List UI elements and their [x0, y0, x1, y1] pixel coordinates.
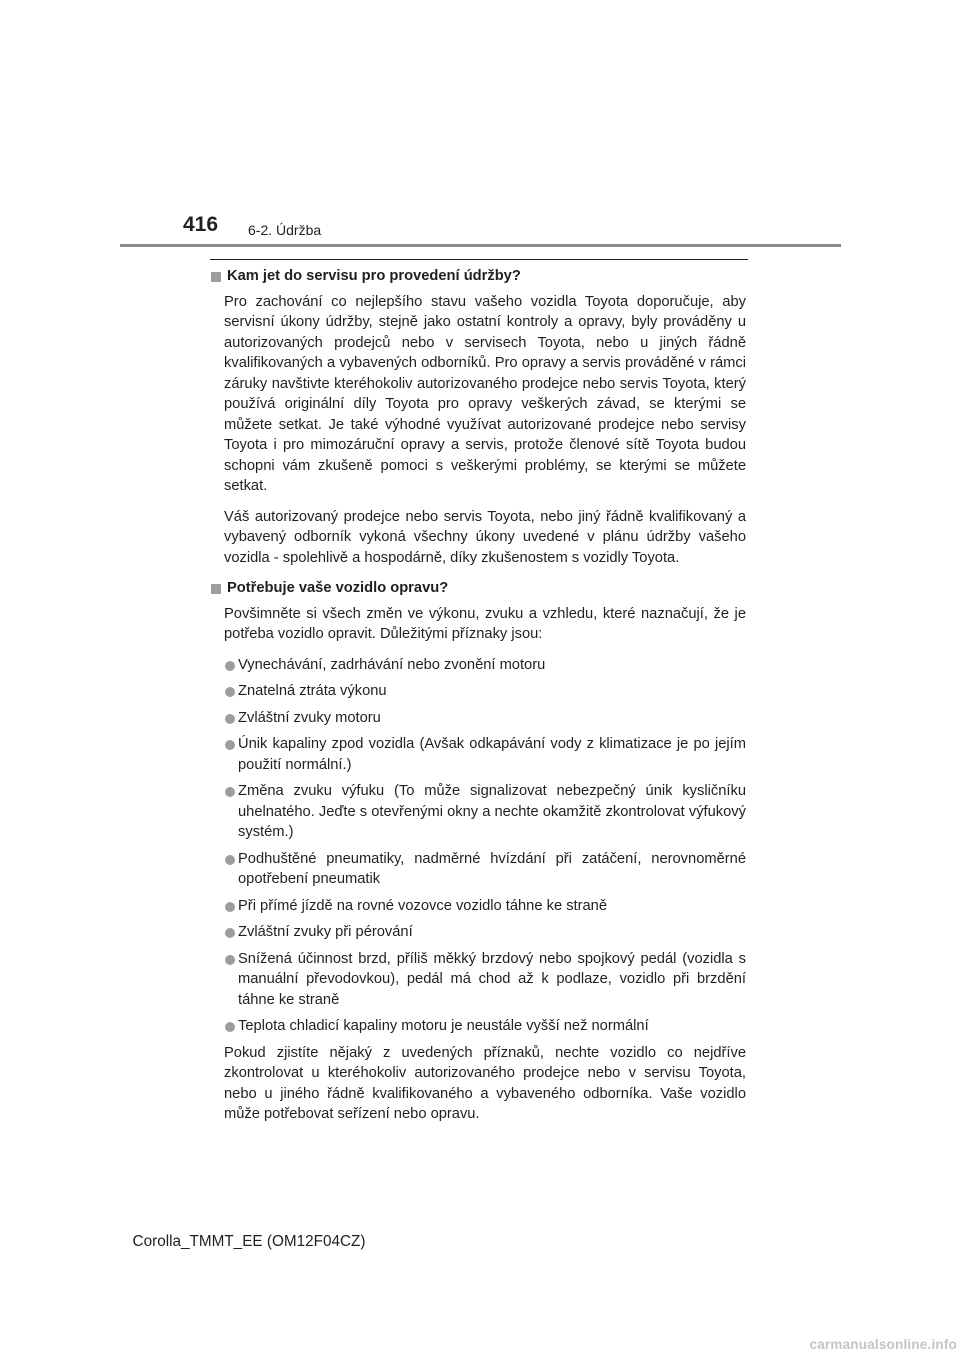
- list-item: [238, 922, 746, 943]
- square-bullet-icon: [211, 272, 221, 282]
- paragraph: Povšimněte si všech změn ve výkonu, zvuku a vzhledu, které naznačují, že je potřeba vozidlo opravit. Důležitými příznaky jsou:: [224, 605, 746, 642]
- circle-bullet-icon: [225, 902, 235, 912]
- circle-bullet-icon: [225, 787, 235, 797]
- circle-bullet-icon: [225, 714, 235, 724]
- list-item: [238, 681, 746, 702]
- circle-bullet-icon: [225, 661, 235, 671]
- circle-bullet-icon: [225, 740, 235, 750]
- paragraph: Pokud zjistíte nějaký z uvedených příznaků, nechte vozidlo co nejdříve zkontrolovat u kteréhokoliv autorizovaného prodejce nebo v servisu Toyota, nebo u jiného řádně kvalifikovaného a vybaveného odborníka. Vaše vozidlo může potřebovat seřízení nebo opravu.: [224, 1044, 746, 1122]
- list-item-text: Snížená účinnost brzd, příliš měkký brzdový nebo spojkový pedál (vozidla s manuální převodovkou), pedál má chod až k podlaze, vozidlo při brzdění táhne ke straně: [238, 950, 746, 1008]
- list-item: [238, 734, 746, 775]
- page-number: 416: [183, 213, 219, 236]
- square-bullet-icon: [211, 584, 221, 594]
- page-content: [210, 266, 746, 1135]
- heading-text: Potřebuje vaše vozidlo opravu?: [227, 580, 449, 596]
- circle-bullet-icon: [225, 855, 235, 865]
- list-item: [238, 781, 746, 843]
- list-item-text: Znatelná ztráta výkonu: [238, 683, 387, 699]
- section-heading-maintenance: [210, 266, 746, 287]
- list-item-text: Změna zvuku výfuku (To může signalizovat nebezpečný únik kysličníku uhelnatého. Jeďte s otevřenými okny a nechte okamžitě zkontrolovat výfukový systém.): [238, 783, 746, 840]
- list-item: [238, 849, 746, 890]
- circle-bullet-icon: [225, 955, 235, 965]
- list-item-text: Únik kapaliny zpod vozidla (Avšak odkapávání vody z klimatizace je po jejím použití normální.): [238, 736, 746, 773]
- list-item: [238, 1016, 746, 1037]
- watermark: carmanualsonline.info: [809, 1337, 957, 1352]
- circle-bullet-icon: [225, 928, 235, 938]
- list-item: [238, 896, 746, 917]
- list-item-text: Při přímé jízdě na rovné vozovce vozidlo táhne ke straně: [238, 897, 608, 914]
- circle-bullet-icon: [225, 687, 235, 697]
- header-rule: [120, 244, 841, 247]
- section-heading-repair: [210, 578, 746, 599]
- list-item: [238, 949, 746, 1011]
- list-item-text: Podhuštěné pneumatiky, nadměrné hvízdání při zatáčení, nerovnoměrné opotřebení pneumatik: [238, 850, 746, 887]
- list-item: [238, 708, 746, 729]
- list-item-text: Teplota chladicí kapaliny motoru je neustále vyšší než normální: [238, 1018, 649, 1034]
- content-rule: [210, 259, 748, 260]
- heading-text: Kam jet do servisu pro provedení údržby?: [227, 268, 521, 284]
- list-item: [238, 655, 746, 676]
- section-title: 6-2. Údržba: [248, 222, 322, 238]
- list-item-text: Vynechávání, zadrhávání nebo zvonění motoru: [238, 656, 546, 673]
- footer-model: Corolla_TMMT_EE (OM12F04CZ): [132, 1233, 366, 1250]
- paragraph: Váš autorizovaný prodejce nebo servis Toyota, nebo jiný řádně kvalifikovaný a vybavený odborník vykoná všechny úkony uvedené v plánu údržby vašeho vozidla - spolehlivě a hospodárně, díky zkušenostem s vozidly Toyota.: [224, 508, 746, 566]
- list-item-text: Zvláštní zvuky při pérování: [238, 924, 413, 940]
- paragraph: Pro zachování co nejlepšího stavu vašeho vozidla Toyota doporučuje, aby servisní úkony údržby, stejně jako ostatní kontroly a opravy, byly prováděny u autorizovaných prodejců nebo v servisech Toyota, nebo u jiných řádně kvalifikovaných a vybavených odborníků. Pro opravy a servis prováděné v rámci záruky navštivte kteréhokoliv autorizovaného prodejce nebo servis Toyota, který používá originální díly Toyota pro opravy veškerých závad, se kterými se můžete setkat. Je také výhodné využívat autorizované prodejce nebo servisy Toyota i pro mimozáruční opravy a servis, protože členové sítě Toyota budou schopni vám zkušeně pomoci s veškerými problémy, se kterými se můžete setkat.: [224, 293, 746, 494]
- list-item-text: Zvláštní zvuky motoru: [238, 709, 381, 726]
- circle-bullet-icon: [225, 1022, 235, 1032]
